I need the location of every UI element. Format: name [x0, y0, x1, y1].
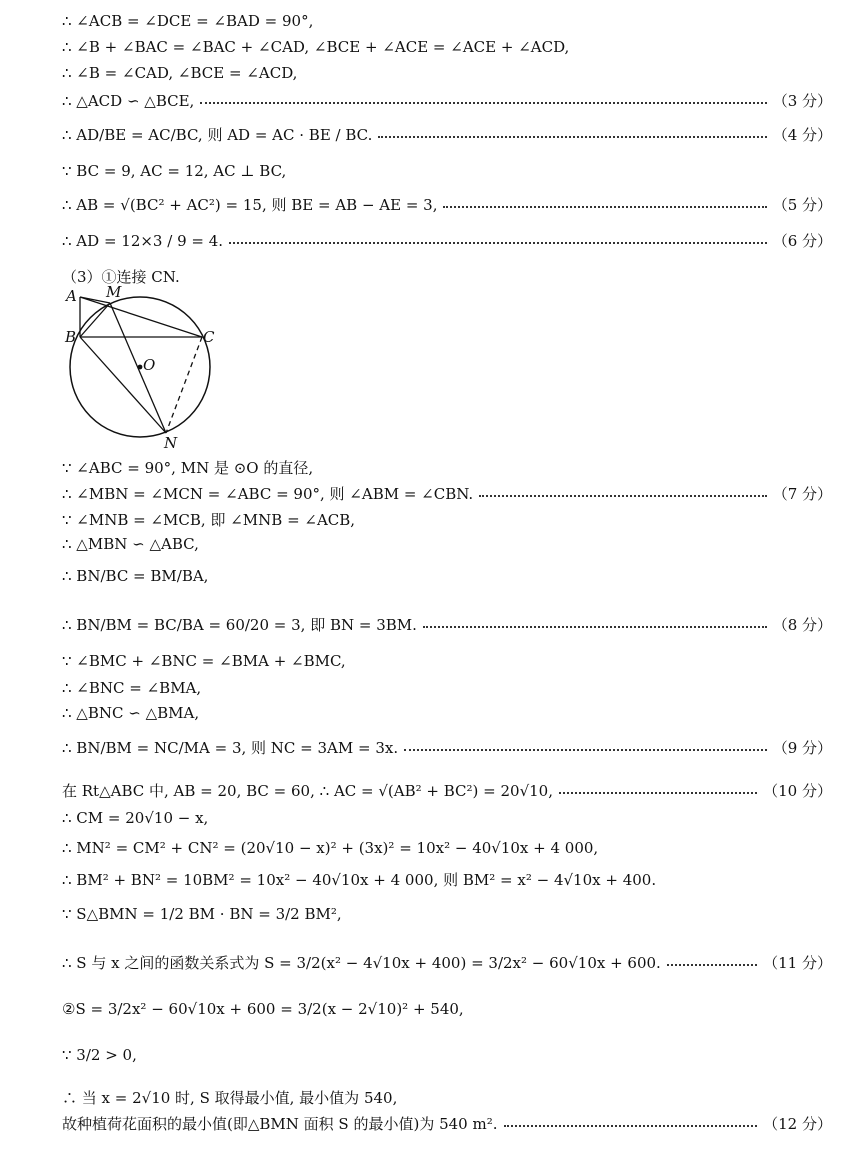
line-text: ∴ △MBN ∽ △ABC, [62, 535, 199, 553]
line-text: ∴ BN/BM = NC/MA = 3, 则 NC = 3AM = 3x. [62, 739, 399, 757]
leader-dots [229, 242, 767, 244]
solution-line [62, 567, 832, 585]
line-text: ∵ ∠MNB = ∠MCB, 即 ∠MNB = ∠ACB, [62, 511, 356, 529]
line-text: ∴ ∠B = ∠CAD, ∠BCE = ∠ACD, [62, 64, 298, 82]
solution-line [62, 905, 832, 923]
solution-line [62, 230, 832, 251]
leader-dots [479, 495, 766, 497]
leader-dots [559, 792, 757, 794]
solution-line [62, 38, 832, 56]
line-text: ∵ ∠BMC + ∠BNC = ∠BMA + ∠BMC, [62, 652, 346, 670]
label-c: C [203, 328, 215, 346]
solution-line [62, 952, 832, 973]
circle-figure [62, 285, 222, 455]
line-text: ∴ BN/BM = BC/BA = 60/20 = 3, 即 BN = 3BM. [62, 616, 417, 634]
line-text: ∵ BC = 9, AC = 12, AC ⊥ BC, [62, 162, 287, 180]
leader-dots [667, 964, 757, 966]
line-text: ∴ 当 x = 2√10 时, S 取得最小值, 最小值为 540, [62, 1089, 398, 1107]
line-text: ∴ S 与 x 之间的函数关系式为 S = 3/2(x² − 4√10x + 400) = 3/2x² − 60√10x + 600. [62, 954, 661, 972]
solution-line [62, 162, 832, 180]
score-mark: （12 分） [763, 1115, 832, 1133]
solution-line [62, 839, 832, 857]
score-mark: （4 分） [772, 126, 832, 144]
solution-line [62, 124, 832, 145]
solution-line [62, 614, 832, 635]
score-mark: （9 分） [772, 739, 832, 757]
solution-line [62, 1000, 832, 1018]
solution-line [62, 704, 832, 722]
solution-line [62, 12, 832, 30]
line-text: ∵ 3/2 > 0, [62, 1046, 137, 1064]
line-text: ∴ △BNC ∽ △BMA, [62, 704, 200, 722]
solution-line [62, 1113, 832, 1134]
line-text: （3）①连接 CN. [62, 268, 180, 286]
center-point [138, 365, 143, 370]
solution-line [62, 266, 832, 287]
solution-line [62, 737, 832, 758]
leader-dots [443, 206, 766, 208]
solution-line [62, 64, 832, 82]
line-text: ∴ BN/BC = BM/BA, [62, 567, 209, 585]
solution-line [62, 90, 832, 111]
solution-line [62, 194, 832, 215]
line-text: ∴ AB = √(BC² + AC²) = 15, 则 BE = AB − AE = 3, [62, 196, 438, 214]
line-text: 在 Rt△ABC 中, AB = 20, BC = 60, ∴ AC = √(AB² + BC²) = 20√10, [62, 782, 553, 800]
score-mark: （7 分） [772, 485, 832, 503]
line-text: ∴ AD/BE = AC/BC, 则 AD = AC · BE / BC. [62, 126, 373, 144]
solution-line [62, 652, 832, 670]
leader-dots [378, 136, 766, 138]
solution-line [62, 509, 832, 530]
solution-line [62, 457, 832, 478]
line-text: ∴ ∠ACB = ∠DCE = ∠BAD = 90°, [62, 12, 314, 30]
solution-line [62, 483, 832, 504]
score-mark: （11 分） [763, 954, 832, 972]
leader-dots [423, 626, 767, 628]
solution-line [62, 679, 832, 697]
solution-line [62, 869, 832, 890]
leader-dots [200, 102, 766, 104]
score-mark: （10 分） [763, 782, 832, 800]
leader-dots [504, 1125, 758, 1127]
line-text: 故种植荷花面积的最小值(即△BMN 面积 S 的最小值)为 540 m². [62, 1115, 498, 1133]
score-mark: （8 分） [772, 616, 832, 634]
line-text: ∴ BM² + BN² = 10BM² = 10x² − 40√10x + 4 000, 则 BM² = x² − 4√10x + 400. [62, 871, 657, 889]
score-mark: （3 分） [772, 92, 832, 110]
leader-dots [404, 749, 767, 751]
label-o: O [143, 356, 156, 374]
solution-line [62, 1087, 832, 1108]
label-b: B [65, 328, 77, 346]
line-text: ∴ AD = 12×3 / 9 = 4. [62, 231, 224, 250]
line-text: ∴ ∠B + ∠BAC = ∠BAC + ∠CAD, ∠BCE + ∠ACE = ∠ACE + ∠ACD, [62, 38, 570, 56]
line-text: ∴ ∠MBN = ∠MCN = ∠ABC = 90°, 则 ∠ABM = ∠CBN. [62, 485, 474, 503]
line-text: ∴ △ACD ∽ △BCE, [62, 91, 195, 110]
solution-line [62, 809, 832, 827]
line-text: ∴ ∠BNC = ∠BMA, [62, 679, 202, 697]
label-n: N [164, 434, 178, 452]
line-text: ∴ CM = 20√10 − x, [62, 809, 209, 827]
line-text: ∵ S△BMN = 1/2 BM · BN = 3/2 BM², [62, 905, 342, 923]
solution-line [62, 535, 832, 553]
segment-cn-dashed [166, 337, 202, 433]
label-m: M [106, 285, 122, 301]
solution-line [62, 780, 832, 801]
solution-line [62, 1046, 832, 1064]
label-a: A [66, 287, 77, 305]
line-text: ∵ ∠ABC = 90°, MN 是 ⊙O 的直径, [62, 459, 314, 477]
line-text: ②S = 3/2x² − 60√10x + 600 = 3/2(x − 2√10)² + 540, [62, 1000, 464, 1018]
segment-bm [80, 303, 110, 337]
score-mark: （6 分） [772, 232, 832, 250]
score-mark: （5 分） [772, 196, 832, 214]
line-text: ∴ MN² = CM² + CN² = (20√10 − x)² + (3x)² = 10x² − 40√10x + 4 000, [62, 839, 599, 857]
